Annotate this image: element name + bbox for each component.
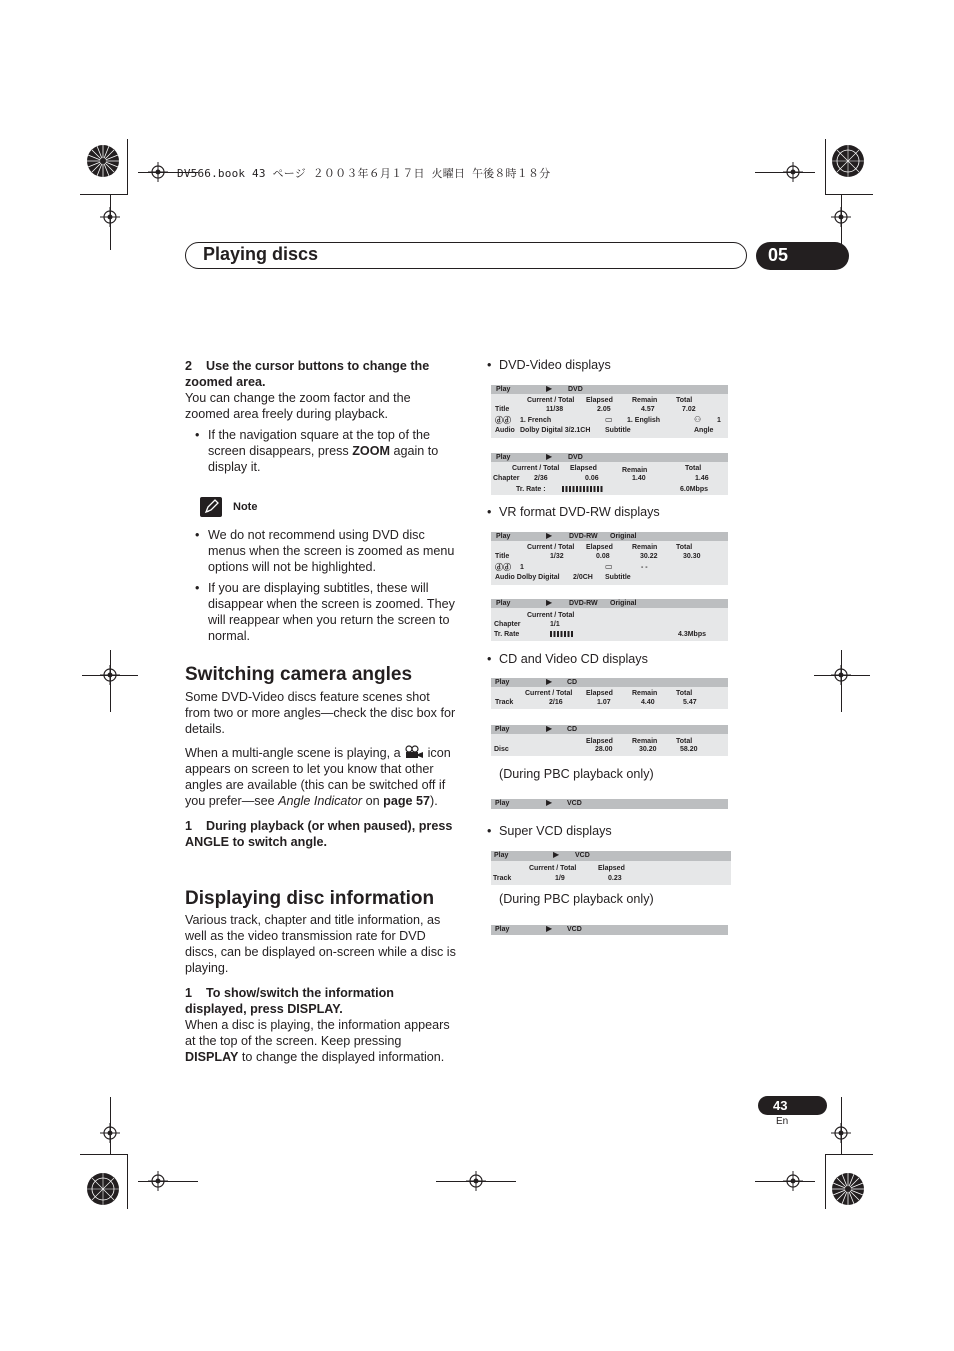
paragraph: When a disc is playing, the information appears at the top of the screen. Keep pressing DISPLAY to change the displayed information.	[185, 1018, 450, 1064]
osd-vr-chapter: Play ▶ DVD-RW Original Current / Total Chapter 1/1 Tr. Rate 4.3Mbps	[491, 599, 728, 641]
osd-cd-track: Play ▶ CD Current / Total Elapsed Remain Total Track 2/16 1.07 4.40 5.47	[491, 678, 728, 709]
registration-wheel-icon	[86, 1172, 120, 1206]
caption-svcd: • Super VCD displays	[487, 824, 612, 838]
paragraph: You can change the zoom factor and the zoomed area freely during playback.	[185, 391, 411, 421]
registration-wheel-icon	[831, 1172, 865, 1206]
bitrate-meter	[550, 631, 574, 637]
bullet-item: • If you are displaying subtitles, these will disappear when the screen is zoomed. They will reappear when you return the screen to normal.	[185, 580, 457, 644]
play-icon: ▶	[546, 598, 553, 607]
step-heading: 1 To show/switch the information displayed, press DISPLAY.	[185, 986, 394, 1016]
osd-svcd: Play ▶ VCD Current / Total Elapsed Track 1/9 0.23	[491, 851, 731, 885]
registration-wheel-icon	[831, 144, 865, 178]
play-icon: ▶	[553, 850, 560, 859]
caption-pbc: (During PBC playback only)	[499, 892, 654, 906]
audio-icon: ⓓⓓ	[495, 563, 511, 572]
registration-crosshair-icon	[100, 1123, 120, 1143]
osd-vcd: Play ▶ VCD	[491, 925, 728, 935]
caption-dvd: • DVD-Video displays	[487, 358, 611, 372]
paragraph: Various track, chapter and title information, as well as the video transmission rate for DVD discs, can be displayed on-screen while a disc is playing.	[185, 913, 456, 975]
play-icon: ▶	[546, 724, 553, 733]
section-heading-camera: Switching camera angles	[185, 664, 413, 685]
subtitle-icon: ▭	[605, 562, 613, 571]
angle-icon: ⚇	[694, 415, 702, 424]
note-label: Note	[233, 501, 258, 513]
osd-dvd-chapter: Play ▶ DVD Current / Total Elapsed Remain Total Chapter 2/36 0.06 1.40 1.46 Tr. Rate : 6.0Mbps	[491, 453, 728, 495]
page-title: Playing discs	[203, 244, 319, 264]
note-pencil-icon	[200, 497, 222, 517]
play-icon: ▶	[546, 452, 553, 461]
display-block	[185, 912, 457, 1065]
bitrate-meter	[562, 486, 604, 492]
caption-vr: • VR format DVD-RW displays	[487, 505, 660, 519]
caption-cd: • CD and Video CD displays	[487, 652, 648, 666]
bullet-item: • We do not recommend using DVD disc menus when the screen is zoomed as menu options will not be highlighted.	[185, 527, 457, 575]
registration-crosshair-icon	[466, 1171, 486, 1191]
registration-crosshair-icon	[783, 162, 803, 182]
registration-crosshair-icon	[148, 162, 168, 182]
print-slug: DV566.book 43 ページ ２００３年６月１７日 火曜日 午後８時１８分	[177, 167, 551, 180]
note-list	[185, 527, 457, 644]
registration-crosshair-icon	[831, 207, 851, 227]
paragraph: Some DVD-Video discs feature scenes shot from two or more angles—check the disc box for details.	[185, 690, 456, 736]
play-icon: ▶	[546, 924, 553, 933]
subtitle-icon: ▭	[605, 415, 613, 424]
registration-crosshair-icon	[100, 207, 120, 227]
registration-crosshair-icon	[831, 665, 851, 685]
angle-camera-icon	[404, 745, 424, 759]
play-icon: ▶	[546, 384, 553, 393]
paragraph: When a multi-angle scene is playing, a icon appears on screen to let you know that other angles are available (this can be switched off if you prefer—see Angle Indicator on page 57).	[185, 746, 451, 808]
osd-cd-disc: Play ▶ CD Elapsed Remain Total Disc 28.00 30.20 58.20	[491, 725, 728, 756]
osd-dvd-title: Play ▶ DVD Current / Total Elapsed Remain Total Title 11/38 2.05 4.57 7.02 ⓓⓓ 1. French ▭ 1. English ⚇ 1 Audio Dolby Digital 3/2.1CH Subtitle Angle	[491, 385, 728, 438]
bullet-item: • If the navigation square at the top of the screen disappears, press ZOOM again to display it.	[185, 427, 457, 475]
chapter-badge: 05	[756, 242, 849, 270]
registration-crosshair-icon	[148, 1171, 168, 1191]
registration-crosshair-icon	[831, 1123, 851, 1143]
caption-pbc: (During PBC playback only)	[499, 767, 654, 781]
registration-crosshair-icon	[783, 1171, 803, 1191]
play-icon: ▶	[546, 677, 553, 686]
step-heading: 2 Use the cursor buttons to change the zoomed area.	[185, 359, 430, 389]
osd-vr-title: Play ▶ DVD-RW Original Current / Total Elapsed Remain Total Title 1/32 0.08 30.22 30.30 ⓓⓓ 1 ▭ - - Audio Dolby Digital 2/0CH Subtitle	[491, 532, 728, 585]
step2-block	[185, 358, 457, 475]
registration-crosshair-icon	[100, 665, 120, 685]
audio-icon: ⓓⓓ	[495, 416, 511, 425]
page-number: 43	[758, 1096, 827, 1115]
page-language: En	[776, 1116, 789, 1127]
registration-wheel-icon	[86, 144, 120, 178]
step-heading: 1 During playback (or when paused), press ANGLE to switch angle.	[185, 819, 453, 849]
play-icon: ▶	[546, 798, 553, 807]
camera-block	[185, 689, 457, 850]
section-heading-display: Displaying disc information	[185, 888, 435, 909]
osd-vcd: Play ▶ VCD	[491, 799, 728, 809]
play-icon: ▶	[546, 531, 553, 540]
